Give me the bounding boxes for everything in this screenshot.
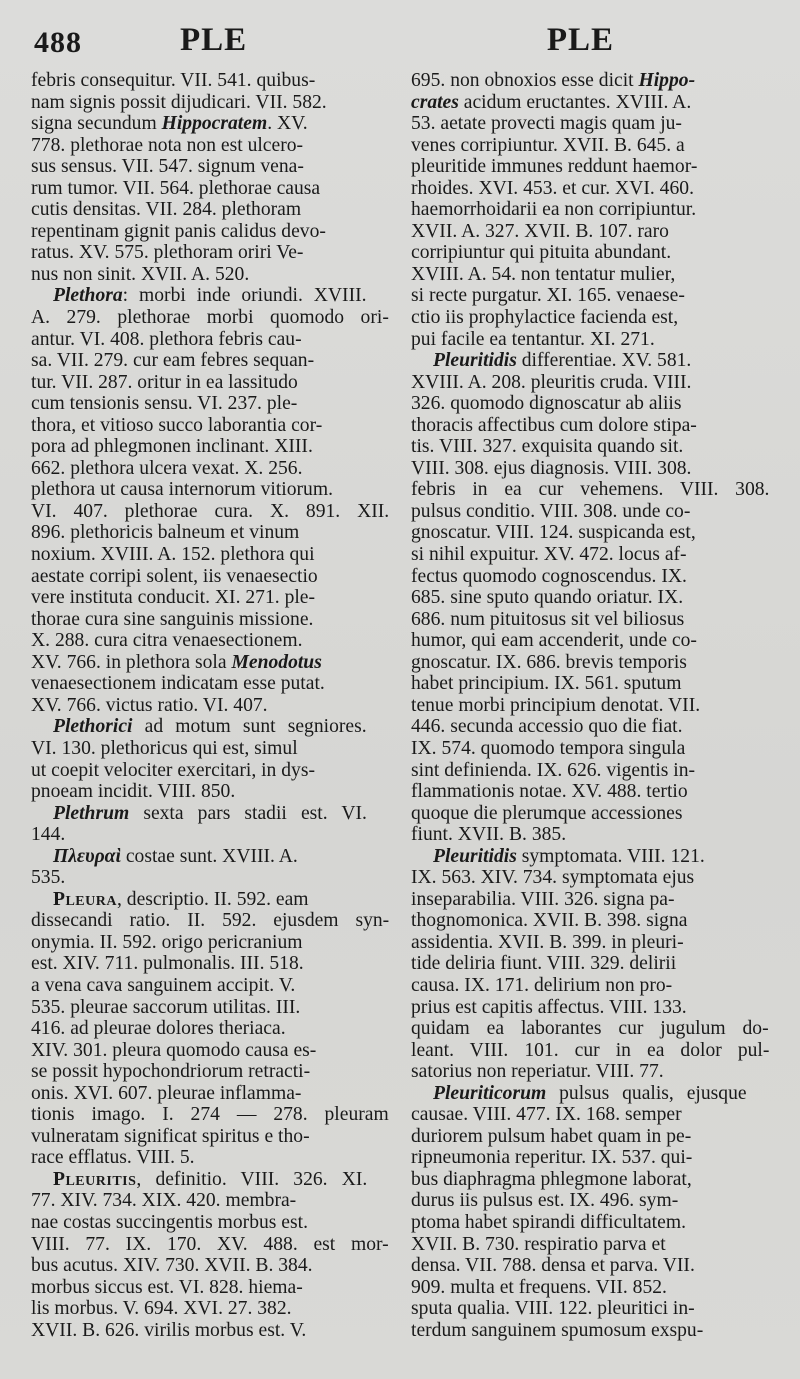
index-line: XIV. 301. pleura quomodo causa es- [31,1039,317,1061]
index-line: ut coepit velociter exercitari, in dys- [31,759,315,781]
index-line: 686. num pituitosus sit vel biliosus [411,608,685,630]
index-line: onis. XVI. 607. pleurae inflamma- [31,1082,302,1104]
index-line: morbus siccus est. VI. 828. hiema- [31,1276,303,1298]
index-line: venaesectionem indicatam esse putat. [31,673,325,695]
index-line: thoracis affectibus cum dolore stipa- [411,414,697,436]
index-line: XVIII. A. 208. pleuritis cruda. VIII. [411,371,692,393]
index-line: Pleuritidis differentiae. XV. 581. [433,350,692,372]
index-line: noxium. XVIII. A. 152. plethora qui [31,544,315,566]
index-line: 416. ad pleurae dolores theriaca. [31,1018,286,1040]
index-line: 77. XIV. 734. XIX. 420. membra- [31,1190,297,1212]
index-line: 144. [31,824,66,846]
index-line: VI. 407. plethorae cura. X. 891. XII. [31,500,390,522]
index-line: Plethora: morbi inde oriundi. XVIII. [53,285,367,307]
index-line: tis. VIII. 327. exquisita quando sit. [411,436,684,458]
index-column-left [31,70,389,1341]
index-line: sa. VII. 279. cur eam febres sequan- [31,350,315,372]
index-line: 685. sine sputo quando oriatur. IX. [411,587,684,609]
index-line: XV. 766. victus ratio. VI. 407. [31,694,268,716]
index-line: lis morbus. V. 694. XVI. 27. 382. [31,1298,292,1320]
index-line: 53. aetate provecti magis quam ju- [411,113,682,135]
index-line: febris consequitur. VII. 541. quibus- [31,70,316,91]
index-line: rhoides. XVI. 453. et cur. XVI. 460. [411,177,694,199]
index-line: VI. 130. plethoricus qui est, simul [31,737,298,759]
index-line: IX. 563. XIV. 734. symptomata ejus [411,867,695,889]
index-line: haemorrhoidarii ea non corripiuntur. [411,199,697,221]
index-line: aestate corripi solent, iis venaesectio [31,565,318,587]
index-line: thognomonica. XVII. B. 398. signa [411,910,688,932]
index-line: dissecandi ratio. II. 592. ejusdem syn- [31,910,390,932]
index-line: repentinam gignit panis calidus devo- [31,220,326,242]
index-line: vulneratam significat spiritus e tho- [31,1125,310,1147]
index-line: nae costas succingentis morbus est. [31,1211,308,1233]
index-line: habet principium. IX. 561. sputum [411,673,682,695]
index-line: leant. VIII. 101. cur in ea dolor pul- [411,1039,770,1061]
index-line: Pleuritidis symptomata. VIII. 121. [433,845,705,867]
index-line: Pleura, descriptio. II. 592. eam [53,888,309,910]
index-line: tionis imago. I. 274 — 278. pleuram [31,1104,389,1126]
index-line: plethora ut causa internorum vitiorum. [31,479,333,501]
index-line: XVII. A. 327. XVII. B. 107. raro [411,220,669,242]
index-line: ratus. XV. 575. plethoram oriri Ve- [31,242,304,264]
index-line: fiunt. XVII. B. 385. [411,824,567,846]
index-line: XVII. B. 626. virilis morbus est. V. [31,1319,307,1341]
index-line: 535. pleurae saccorum utilitas. III. [31,996,301,1018]
index-line: XV. 766. in plethora sola Menodotus [31,651,322,673]
index-line: se possit hypochondriorum retracti- [31,1061,311,1083]
index-line: tur. VII. 287. oritur in ea lassitudo [31,371,298,393]
index-line: Pleuriticorum pulsus qualis, ejusque [433,1082,747,1104]
index-line: crates acidum eructantes. XVIII. A. [411,91,692,113]
index-line: VIII. 77. IX. 170. XV. 488. est mor- [31,1233,389,1255]
index-line: pnoeam incidit. VIII. 850. [31,781,236,803]
index-line: venes corripiuntur. XVII. B. 645. a [411,134,685,156]
index-line: humor, qui eam accenderit, unde co- [411,630,697,652]
index-line: tide deliria fiunt. VIII. 329. delirii [411,953,677,975]
index-line: febris in ea cur vehemens. VIII. 308. [411,479,770,501]
index-line: pora ad phlegmonen inclinant. XIII. [31,436,313,458]
index-line: densa. VII. 788. densa et parva. VII. [411,1255,695,1277]
index-line: Pleuritis, definitio. VIII. 326. XI. [53,1168,368,1190]
index-line: est. XIV. 711. pulmonalis. III. 518. [31,953,304,975]
running-head-left: PLE [180,22,248,58]
index-line: duriorem pulsum habet quam in pe- [411,1125,692,1147]
index-line: ctio iis prophylactice facienda est, [411,307,679,329]
index-line: XVIII. A. 54. non tentatur mulier, [411,263,676,285]
index-line: quoque die plerumque accessiones [411,802,683,824]
index-line: race efflatus. VIII. 5. [31,1147,195,1169]
index-line: Πλευραὶ costae sunt. XVIII. A. [53,845,298,867]
index-line: X. 288. cura citra venaesectionem. [31,630,303,652]
index-line: IX. 574. quomodo tempora singula [411,737,686,759]
index-line: causae. VIII. 477. IX. 168. semper [411,1104,682,1126]
index-line: Plethorici ad motum sunt segniores. [53,716,367,738]
index-line: XVII. B. 730. respiratio parva et [411,1233,666,1255]
index-line: gnoscatur. IX. 686. brevis temporis [411,651,687,673]
index-line: vere instituta conducit. XI. 271. ple- [31,587,316,609]
running-head-right: PLE [546,22,614,58]
index-line: VIII. 308. ejus diagnosis. VIII. 308. [411,457,692,479]
index-line: bus acutus. XIV. 730. XVII. B. 384. [31,1255,313,1277]
index-line: 446. secunda accessio quo die fiat. [411,716,683,738]
index-line: gnoscatur. VIII. 124. suspicanda est, [411,522,696,544]
index-line: tenue morbi principium denotat. VII. [411,694,701,716]
index-line: 326. quomodo dignoscatur ab aliis [411,393,682,415]
index-line: cum tensionis sensu. VI. 237. ple- [31,393,298,415]
index-line: assidentia. XVII. B. 399. in pleuri- [411,931,684,953]
index-line: 695. non obnoxios esse dicit Hippo- [411,70,696,91]
index-line: rum tumor. VII. 564. plethorae causa [31,177,321,199]
index-line: sint definienda. IX. 626. vigentis in- [411,759,696,781]
index-line: bus diaphragma phlegmone laborat, [411,1168,692,1190]
index-line: si nihil expuitur. XV. 472. locus af- [411,544,687,566]
index-line: 662. plethora ulcera vexat. X. 256. [31,457,303,479]
index-line: 909. multa et frequens. VII. 852. [411,1276,667,1298]
index-line: sputa qualia. VIII. 122. pleuritici in- [411,1298,695,1320]
index-line: A. 279. plethorae morbi quomodo ori- [31,307,389,329]
index-line: 535. [31,867,66,889]
index-line: durus iis pulsus est. IX. 496. sym- [411,1190,679,1212]
index-line: thora, et vitioso succo laborantia cor- [31,414,323,436]
index-line: si recte purgatur. XI. 165. venaese- [411,285,685,307]
page-number: 488 [34,26,82,59]
index-line: pleuritide immunes reddunt haemor- [411,156,698,178]
index-line: pui facile ea tentantur. XI. 271. [411,328,655,350]
index-line: inseparabilia. VIII. 326. signa pa- [411,888,675,910]
index-line: signa secundum Hippocratem. XV. [31,113,308,135]
index-line: nam signis possit dijudicari. VII. 582. [31,91,327,113]
index-line: causa. IX. 171. delirium non pro- [411,974,673,996]
index-line: satorius non reperiatur. VIII. 77. [411,1061,664,1083]
index-line: antur. VI. 408. plethora febris cau- [31,328,302,350]
index-line: 896. plethoricis balneum et vinum [31,522,300,544]
index-line: a vena cava sanguinem accipit. V. [31,974,296,996]
index-line: cutis densitas. VII. 284. plethoram [31,199,302,221]
index-line: fectus quomodo cognoscendus. IX. [411,565,687,587]
index-line: 778. plethorae nota non est ulcero- [31,134,304,156]
index-line: terdum sanguinem spumosum exspu- [411,1319,704,1341]
index-line: quidam ea laborantes cur jugulum do- [411,1018,769,1040]
index-column-right [411,70,769,1341]
page-header [30,22,770,62]
index-line: onymia. II. 592. origo pericranium [31,931,303,953]
index-line: prius est capitis affectus. VIII. 133. [411,996,687,1018]
index-line: sus sensus. VII. 547. signum vena- [31,156,304,178]
index-line: nus non sinit. XVII. A. 520. [31,263,250,285]
index-line: ripneumonia reperitur. IX. 537. qui- [411,1147,693,1169]
index-line: flammationis notae. XV. 488. tertio [411,781,688,803]
index-line: pulsus conditio. VIII. 308. unde co- [411,500,691,522]
index-line: ptoma habet spirandi difficultatem. [411,1211,686,1233]
index-line: thorae cura sine sanguinis missione. [31,608,314,630]
index-line: corripiuntur qui pituita abundant. [411,242,672,264]
index-line: Plethrum sexta pars stadii est. VI. [53,802,367,824]
